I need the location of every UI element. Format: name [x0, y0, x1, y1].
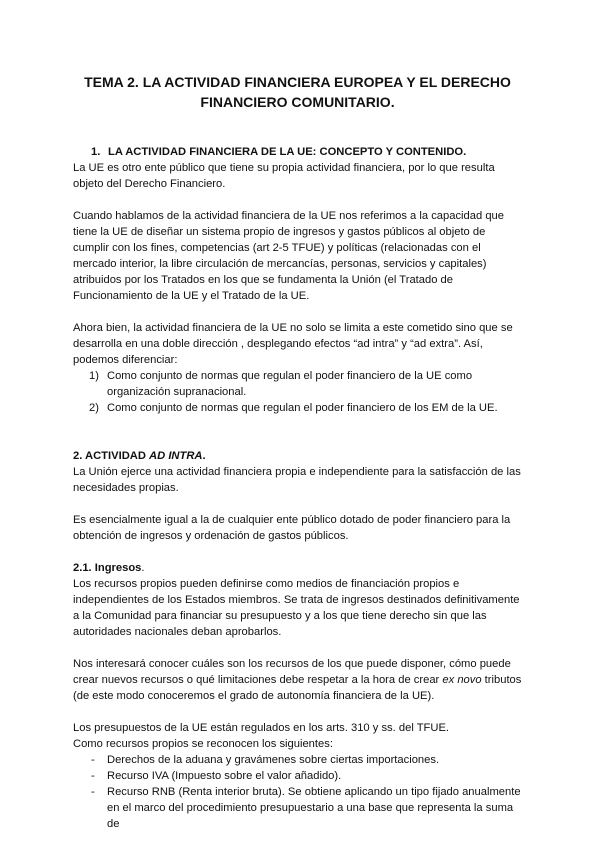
section-2-1-paragraph-2: Nos interesará conocer cuáles son los recursos de los que puede disponer, cómo puede crear nuevos recursos o qué limitaciones debe respetar a la hora de crear ex novo tributos (de este modo conoceremos el grado de autonomía financiera de la UE). [73, 658, 522, 702]
section-2-paragraph-2: Es esencialmente igual a la de cualquier ente público dotado de poder financiero para la obtención de ingresos y ordenación de gastos públicos. [73, 514, 511, 542]
section-1-number: 1. [91, 146, 101, 158]
list-item: - Derechos de la aduana y gravámenes sobre ciertas importaciones. [91, 754, 440, 766]
section-1-title: LA ACTIVIDAD FINANCIERA DE LA UE: CONCEPTO Y CONTENIDO. [108, 146, 467, 158]
list-item: - Recurso RNB (Renta interior bruta). Se obtiene aplicando un tipo fijado anualmente en el marco del procedimiento presupuestario a una base que representa la suma de [91, 786, 521, 830]
list-item: - Recurso IVA (Impuesto sobre el valor añadido). [91, 770, 342, 782]
section-2-1-paragraph-3: Los presupuestos de la UE están regulados en los arts. 310 y ss. del TFUE. [73, 722, 450, 734]
section-1-heading [73, 144, 522, 160]
section-1-paragraph-2: Cuando hablamos de la actividad financiera de la UE nos referimos a la capacidad que tiene la UE de diseñar un sistema propio de ingresos y gastos públicos al objeto de cumplir con los fines, competencias (art 2-5 TFUE) y políticas (relacionadas con el mercado interior, la libre circulación de mercancías, personas, servicios y capitales) atribuidos por los Tratados en los que se fundamenta la Unión (el Tratado de Funcionamiento de la UE y el Tratado de la UE. [73, 210, 504, 302]
section-2-1-paragraph-1: Los recursos propios pueden definirse como medios de financiación propios e independientes de los Estados miembros. Se trata de ingresos destinados definitivamente a la Comunidad para financiar su presupuesto y a los que tiene derecho sin que las autoridades nacionales deban aprobarlos. [73, 578, 520, 638]
section-2-1-paragraph-4: Como recursos propios se reconocen los siguientes: [73, 738, 333, 750]
section-2-heading: 2. ACTIVIDAD AD INTRA. [73, 450, 206, 462]
list-item: 2) Como conjunto de normas que regulan el poder financiero de los EM de la UE. [89, 402, 498, 414]
section-1-list [73, 368, 522, 416]
document-title: TEMA 2. LA ACTIVIDAD FINANCIERA EUROPEA Y EL DERECHO FINANCIERO COMUNITARIO. [84, 74, 511, 110]
section-2-1-heading: 2.1. Ingresos. [73, 562, 145, 574]
list-item: 1) Como conjunto de normas que regulan el poder financiero de la UE como organización supranacional. [89, 370, 473, 398]
section-2-paragraph-1: La Unión ejerce una actividad financiera propia e independiente para la satisfacción de las necesidades propias. [73, 466, 521, 494]
section-2-1-list [73, 752, 522, 832]
section-1-paragraph-1: La UE es otro ente público que tiene su propia actividad financiera, por lo que resulta objeto del Derecho Financiero. [73, 162, 495, 190]
section-1-paragraph-3: Ahora bien, la actividad financiera de la UE no solo se limita a este cometido sino que se desarrolla en una doble dirección , desplegando efectos “ad intra” y “ad extra”. Así, podemos diferenciar: [73, 322, 513, 366]
